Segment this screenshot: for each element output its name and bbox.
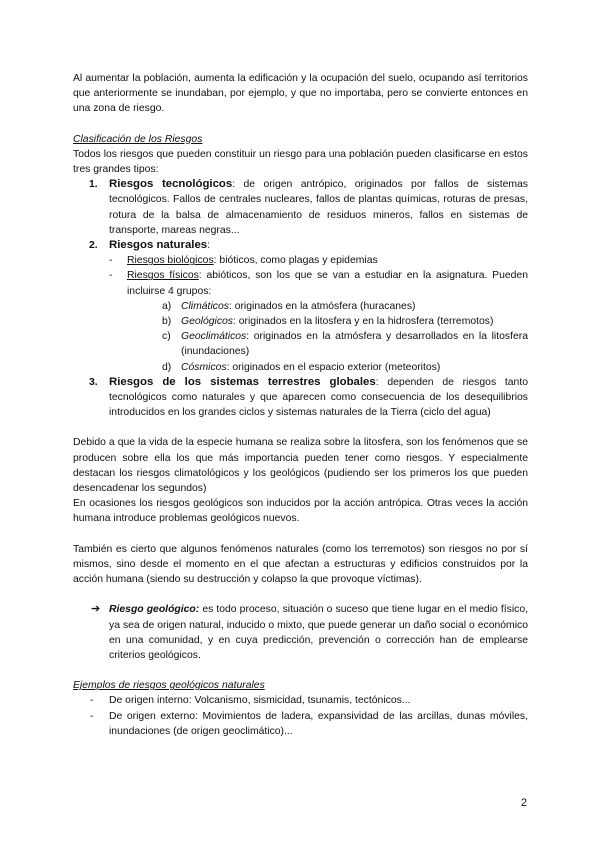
item-text: : de origen antrópico, originados por fallos de sistemas tecnológicos. Fallos de centrales nucleares, fallos de plantas químicas, roturas de presas, rotura de la balsa de almacenamiento de residuos mineros, fallos en sistemas de transporte, mareas negras... — [109, 179, 529, 236]
item-text: : originados en la atmósfera (huracanes) — [228, 300, 416, 312]
item-number: 1. — [89, 179, 98, 191]
item-text: : — [207, 240, 211, 252]
body-paragraph: También es cierto que algunos fenómenos naturales (como los terremotos) son riesgos no por sí mismos, sino desde el momento en el que afectan a estructuras y edificios construidos por la acción humana (siendo su destrucción y colapso la que provoque víctimas). — [73, 543, 528, 586]
page-content — [73, 71, 528, 739]
item-text: De origen externo: Movimientos de ladera, expansividad de las arcillas, dunas móviles, inundaciones (de origen geoclimático)... — [109, 710, 528, 737]
list-item — [73, 360, 528, 375]
list-item — [73, 329, 528, 359]
item-text: : originados en la atmósfera y desarrollados en la litosfera (inundaciones) — [181, 331, 528, 358]
ejemplos-heading: Ejemplos de riesgos geológicos naturales — [73, 680, 265, 692]
item-label: Riesgos físicos — [127, 270, 199, 282]
item-text: : abióticos, son los que se van a estudiar en la asignatura. Pueden incluirse 4 grupos: — [127, 270, 528, 297]
definition-block — [73, 602, 528, 663]
item-label: Riesgos biológicos — [127, 255, 214, 267]
clasificacion-heading: Clasificación de los Riesgos — [73, 133, 203, 145]
letter-marker: d) — [162, 361, 172, 373]
dash-marker: - — [90, 695, 94, 707]
body-paragraph: En ocasiones los riesgos geológicos son inducidos por la acción antrópica. Otras veces la acción humana introduce problemas geológicos nuevos. — [73, 498, 528, 525]
item-title: Riesgos naturales — [109, 239, 208, 252]
intro-paragraph: Al aumentar la población, aumenta la edificación y la ocupación del suelo, ocupando así territorios que anteriormente se inundaban, por ejemplo, y que no importaba, pero se convierte entonces en una zona de riesgo. — [73, 73, 528, 115]
item-number: 2. — [89, 240, 98, 252]
dash-marker: - — [109, 270, 113, 282]
item-text: : originados en la litosfera y en la hidrosfera (terremotos) — [232, 316, 494, 328]
list-item — [73, 238, 528, 375]
list-item — [73, 299, 528, 314]
letter-marker: a) — [162, 300, 172, 312]
definition-text: es todo proceso, situación o suceso que tiene lugar en el medio físico, ya sea de origen natural, inducido o mixto, que puede generar un daño social o económico en una comunidad, y en cuya predicción, prevención o corrección han de emplearse criterios geológicos. — [109, 604, 528, 661]
item-label: Geológicos — [181, 316, 233, 328]
dash-marker: - — [90, 710, 94, 722]
letter-marker: b) — [162, 316, 172, 328]
item-title: Riesgos de los sistemas terrestres globales — [109, 375, 376, 388]
body-paragraph: Debido a que la vida de la especie humana se realiza sobre la litosfera, son los fenómenos que se producen sobre ella los que más importancia pueden tener como riesgos. Y especialmente destacan los riesgos climatológicos y los geológicos (pudiendo ser los primeros los que pueden desencadenar los segundos) — [73, 437, 528, 495]
item-text: : originados en el espacio exterior (meteoritos) — [226, 361, 441, 373]
item-label: Cósmicos — [181, 361, 227, 373]
naturales-sublist — [73, 253, 528, 299]
item-number: 3. — [89, 376, 98, 388]
item-text: De origen interno: Volcanismo, sismicidad, tsunamis, tectónicos... — [109, 695, 411, 707]
item-text: : dependen de riesgos tanto tecnológicos como naturales y que aparecen como consecuencia de los desequilibrios introducidos en los grandes ciclos y sistemas naturales de la Tierra (ciclo del agua) — [109, 376, 528, 419]
definition-term: Riesgo geológico: — [109, 604, 200, 616]
list-item — [73, 177, 528, 238]
dash-marker: - — [109, 255, 113, 267]
list-item — [109, 268, 528, 298]
item-title: Riesgos tecnológicos — [109, 178, 233, 191]
item-label: Geoclimáticos — [181, 331, 247, 343]
grupos-sublist — [73, 299, 528, 375]
item-text: : bióticos, como plagas y epidemias — [213, 255, 378, 267]
clasificacion-list — [73, 177, 528, 420]
letter-marker: c) — [162, 331, 171, 343]
list-item — [73, 375, 528, 421]
list-item — [73, 693, 528, 708]
arrow-icon: ➔ — [91, 603, 101, 616]
list-item — [73, 314, 528, 329]
page-number: 2 — [520, 797, 527, 809]
item-label: Climáticos — [181, 300, 229, 312]
ejemplos-list — [73, 693, 528, 739]
list-item — [73, 709, 528, 739]
clasificacion-lead: Todos los riesgos que pueden constituir un riesgo para una población pueden clasificarse en estos tres grandes tipos: — [73, 148, 528, 176]
list-item — [109, 253, 528, 268]
